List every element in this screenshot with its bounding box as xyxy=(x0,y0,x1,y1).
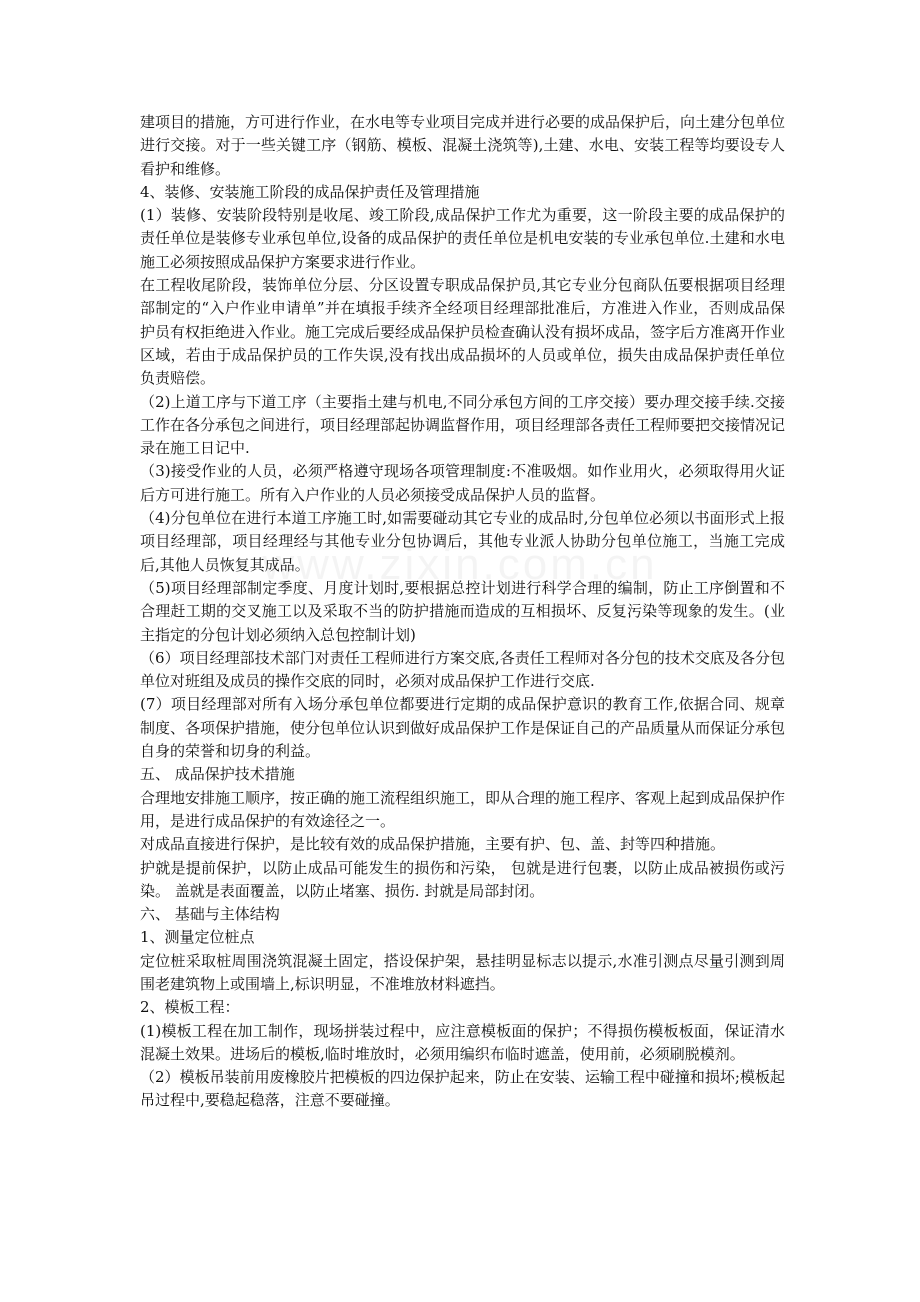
para-5-3: 护就是提前保护，以防止成品可能发生的损伤和污染， 包就是进行包裹，以防止成品被损伤或污染。 盖就是表面覆盖，以防止堵塞、损伤. 封就是局部封闭。 xyxy=(140,858,785,900)
para-4-6: （6）项目经理部技术部门对责任工程师进行方案交底,各责任工程师对各分包的技术交底及各分包单位对班组及成员的操作交底的同时，必须对成品保护工作进行交底. xyxy=(140,648,785,691)
para-4-5: （5)项目经理部制定季度、月度计划时,要根据总控计划进行科学合理的编制，防止工序倒置和不合理赶工期的交叉施工以及采取不当的防护措施而造成的互相损坏、反复污染等现象的发生。(业主指定的分包计划必须纳入总包控制计划) xyxy=(140,578,785,644)
para-6-1: 定位桩采取桩周围浇筑混凝土固定，搭设保护架，悬挂明显标志以提示,水准引测点尽量引测到周围老建筑物上或围墙上,标识明显，不准堆放材料遮挡。 xyxy=(140,951,785,993)
document-body xyxy=(140,111,785,1113)
heading-6: 六、 基础与主体结构 xyxy=(140,905,280,924)
para-6-2-2: （2）模板吊装前用废橡胶片把模板的四边保护起来，防止在安装、运输工程中碰撞和损坏;模板起吊过程中,要稳起稳落，注意不要碰撞。 xyxy=(140,1068,785,1110)
para-4-7: (7）项目经理部对所有入场分承包单位都要进行定期的成品保护意识的教育工作,依据合同、规章制度、各项保护措施，使分包单位认识到做好成品保护工作是保证自己的产品质量从而保证分承包自身的荣誉和切身的利益。 xyxy=(140,695,786,761)
para-4-2: （2)上道工序与下道工序（主要指土建与机电,不同分承包方间的工序交接）要办理交接手续.交接工作在各分承包之间进行，项目经理部起协调监督作用，项目经理部各责任工程师要把交接情况记录在施工日记中. xyxy=(140,392,786,458)
para-6-2-1: (1)模板工程在加工制作，现场拼装过程中，应注意模板面的保护；不得损伤模板板面，保证清水混凝土效果。进场后的模板,临时堆放时，必须用编织布临时遮盖，使用前，必须刷脱模剂。 xyxy=(140,1021,785,1063)
para-4-1: (1）装修、安装阶段特别是收尾、竣工阶段,成品保护工作尤为重要，这一阶段主要的成品保护的责任单位是装修专业承包单位,设备的成品保护的责任单位是机电安装的专业承包单位.土建和水电施工必须按照成品保护方案要求进行作业。 xyxy=(140,206,785,271)
para-4-3: （3)接受作业的人员，必须严格遵守现场各项管理制度:不准吸烟。如作业用火，必须取得用火证后方可进行施工。所有入户作业的人员必须接受成品保护人员的监督。 xyxy=(140,462,785,504)
para-5-1: 合理地安排施工顺序，按正确的施工流程组织施工，即从合理的施工程序、客观上起到成品保护作用，是进行成品保护的有效途径之一。 xyxy=(140,788,786,830)
para-5-2: 对成品直接进行保护，是比较有效的成品保护措施，主要有护、包、盖、封等四种措施。 xyxy=(140,835,726,854)
heading-5: 五、 成品保护技术措施 xyxy=(140,765,295,784)
para-4-4: （4)分包单位在进行本道工序施工时,如需要碰动其它专业的成品时,分包单位必须以书面形式上报项目经理部，项目经理经与其他专业分包协调后，其他专业派人协助分包单位施工，当施工完成后,其他人员恢复其成品。 xyxy=(140,509,785,574)
heading-6-1: 1、测量定位桩点 xyxy=(140,928,255,947)
para-continuation: 建项目的措施，方可进行作业，在水电等专业项目完成并进行必要的成品保护后，向土建分包单位进行交接。对于一些关键工序（钢筋、模板、混凝土浇筑等),土建、水电、安装工程等均要设专人看护和维修。 xyxy=(140,113,786,178)
para-4-1b: 在工程收尾阶段，装饰单位分层、分区设置专职成品保护员,其它专业分包商队伍要根据项目经理部制定的“入户作业申请单”并在填报手续齐全经项目经理部批准后，方准进入作业，否则成品保护员有权拒绝进入作业。施工完成后要经成品保护员检查确认没有损坏成品，签字后方准离开作业区域，若由于成品保护员的工作失误,没有找出成品损坏的人员或单位，损失由成品保护责任单位负责赔偿。 xyxy=(140,276,786,388)
heading-6-2: 2、模板工程： xyxy=(140,998,240,1017)
heading-4: 4、装修、安装施工阶段的成品保护责任及管理措施 xyxy=(140,182,480,201)
